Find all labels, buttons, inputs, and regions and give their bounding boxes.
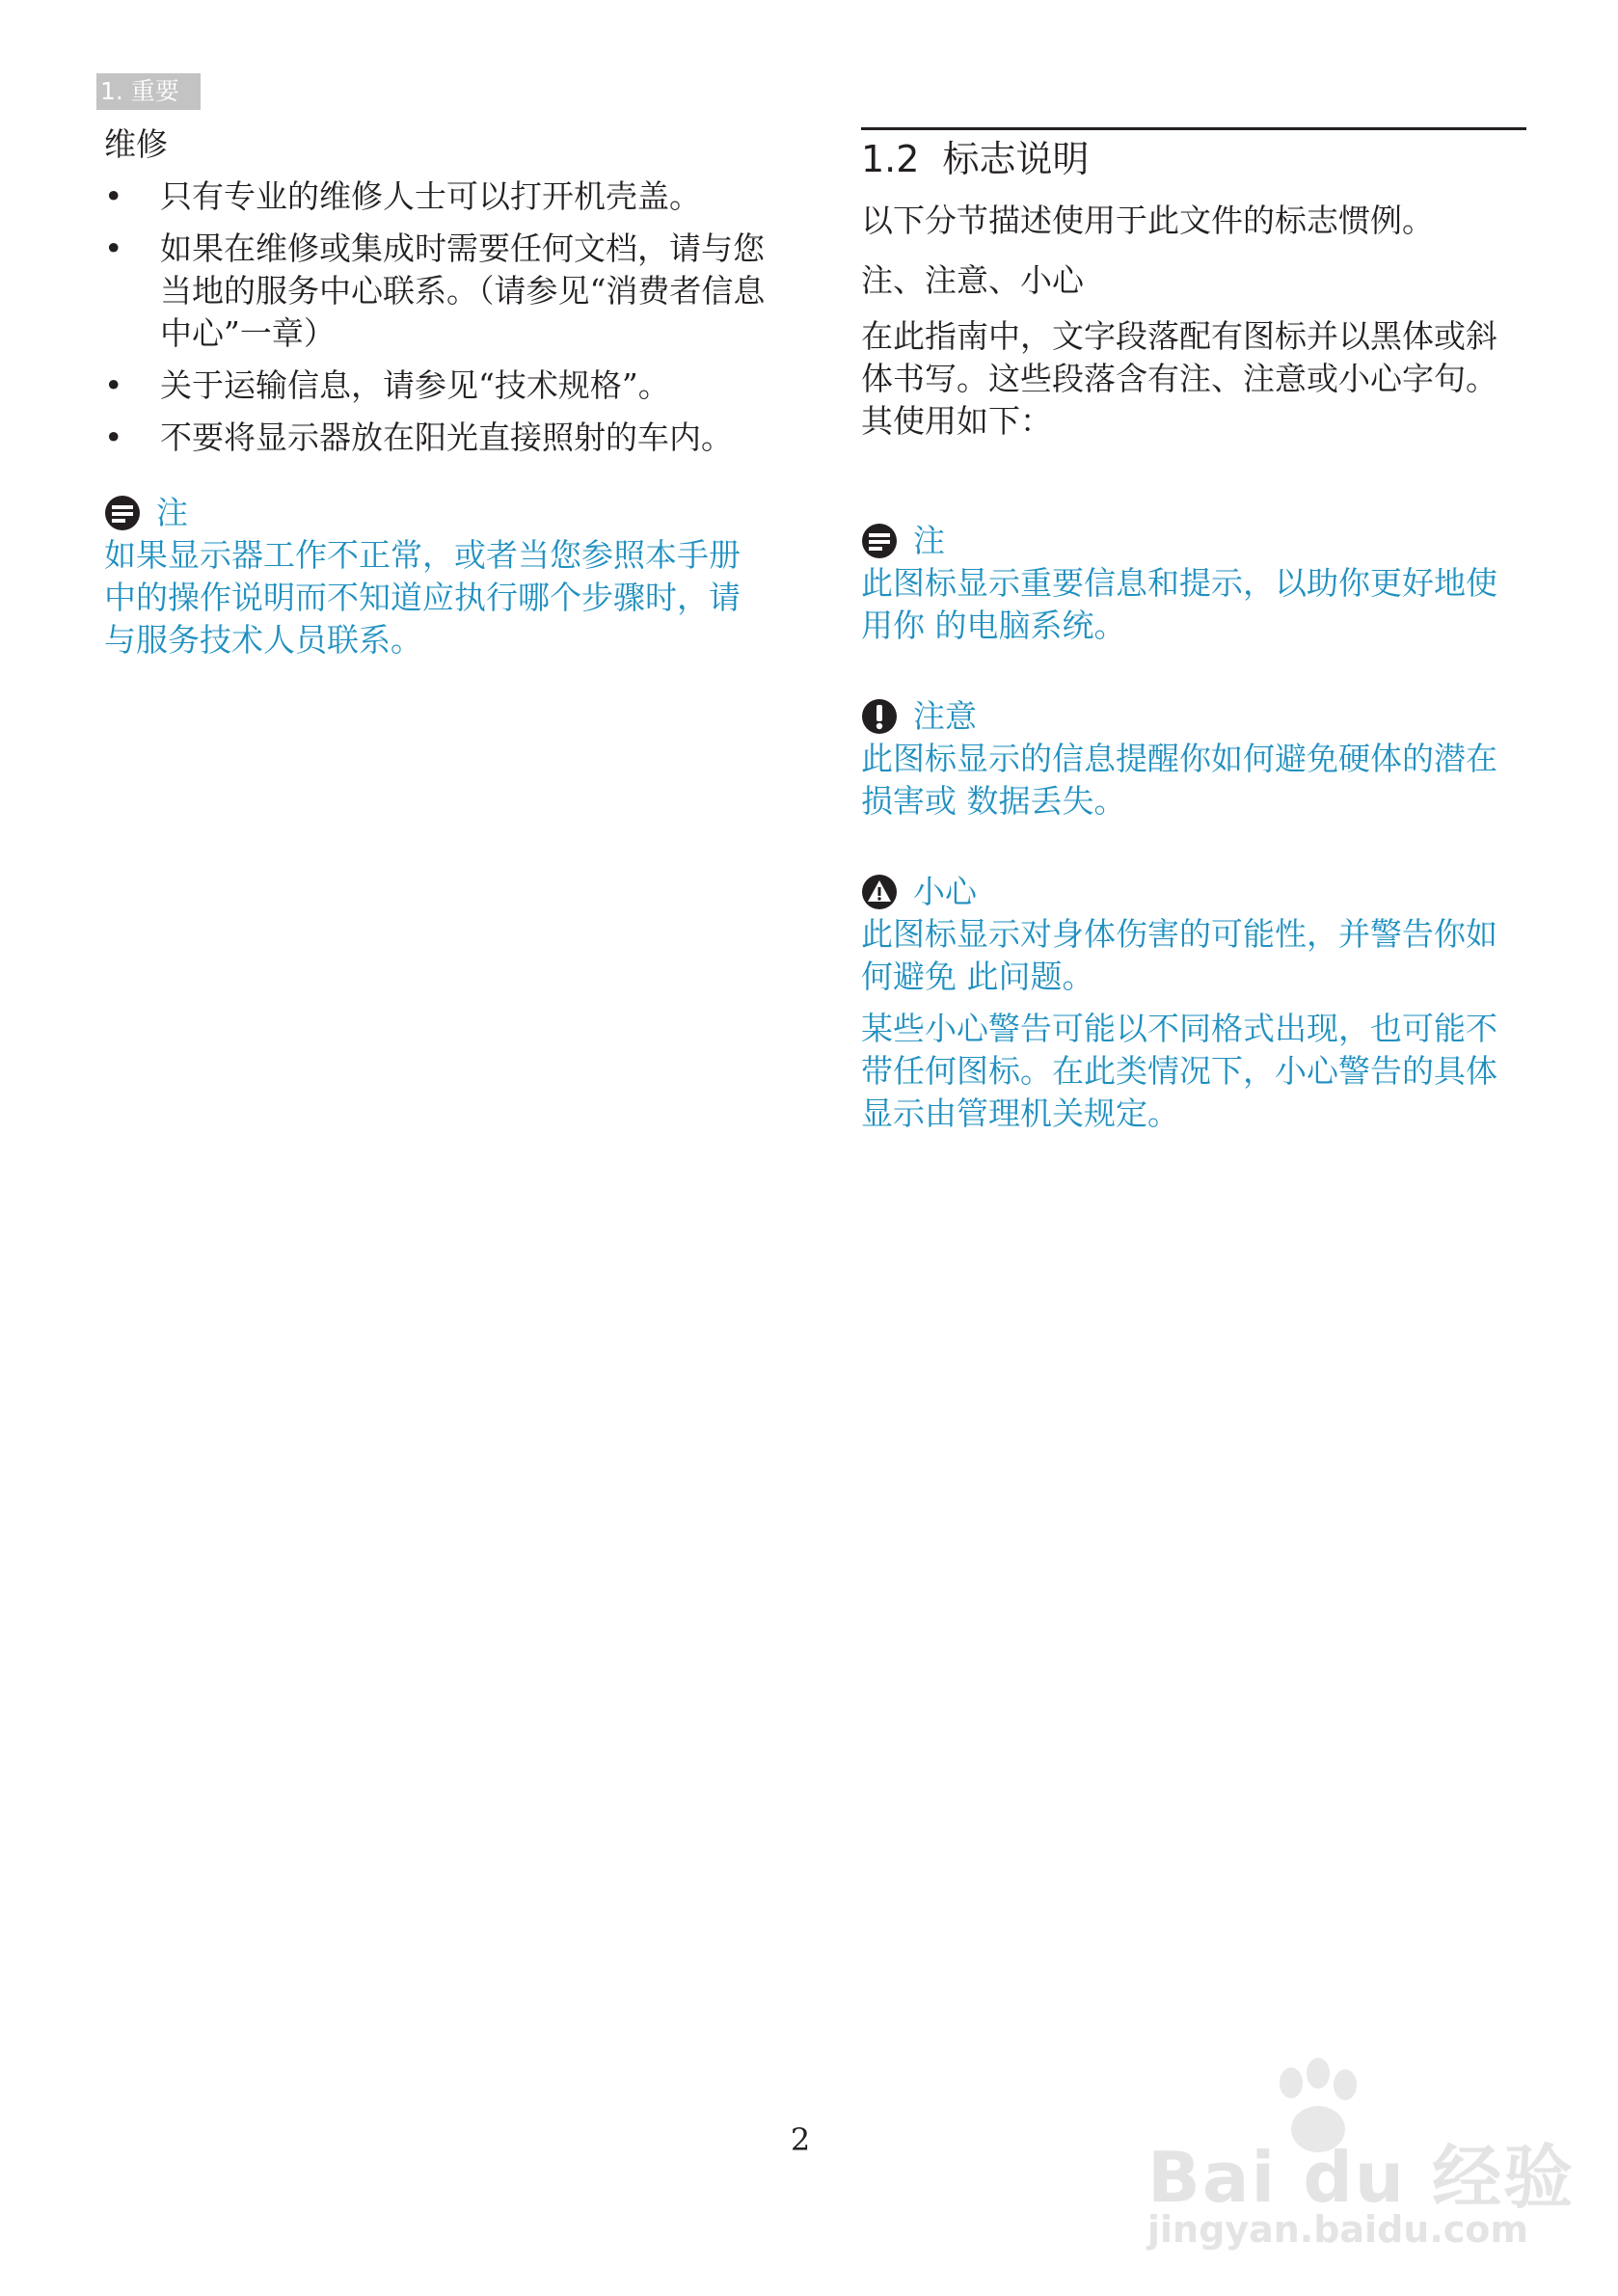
note-icon xyxy=(104,495,141,531)
exclamation-icon xyxy=(861,698,898,735)
note-label: 注 xyxy=(156,494,188,531)
intro-text: 以下分节描述使用于此文件的标志惯例。 xyxy=(861,202,1434,239)
section-title: 标志说明 xyxy=(942,138,1090,180)
left-column xyxy=(104,123,769,662)
maintenance-list xyxy=(104,176,769,459)
note-callout xyxy=(104,492,769,662)
list-item xyxy=(104,228,769,355)
bullet-dot: • xyxy=(104,230,123,267)
page-number: 2 xyxy=(790,2121,811,2158)
maintenance-heading: 维修 xyxy=(104,125,168,163)
list-item-text: 关于运输信息，请参见“技术规格”。 xyxy=(160,366,670,404)
description-text: 在此指南中，文字段落配有图标并以黑体或斜体书写。这些段落含有注、注意或小心字句。其使用如下： xyxy=(861,317,1497,440)
list-item xyxy=(104,417,769,459)
attention-label: 注意 xyxy=(913,697,977,735)
bullet-dot: • xyxy=(104,419,123,456)
conventions-subheading: 注、注意、小心 xyxy=(861,261,1084,299)
warning-icon xyxy=(861,874,898,910)
baidu-watermark xyxy=(1147,2054,1576,2266)
section-heading xyxy=(861,127,1526,186)
caution-label: 小心 xyxy=(913,873,977,910)
note-label: 注 xyxy=(913,522,945,559)
caution-text: 此图标显示对身体伤害的可能性，并警告你如何避免 此问题。 xyxy=(861,915,1497,995)
list-item-text: 只有专业的维修人士可以打开机壳盖。 xyxy=(160,177,701,215)
note-icon xyxy=(861,523,898,559)
watermark-brand: Bai du 经验 xyxy=(1147,2137,1576,2218)
list-item-text: 如果在维修或集成时需要任何文档，请与您当地的服务中心联系。（请参见“消费者信息中心”一章） xyxy=(160,230,766,352)
caution-text-2: 某些小心警告可能以不同格式出现，也可能不带任何图标。在此类情况下，小心警告的具体显示由管理机关规定。 xyxy=(861,1010,1497,1132)
section-number: 1.2 xyxy=(861,138,920,180)
watermark-url: jingyan.baidu.com xyxy=(1147,2208,1528,2251)
note-text: 如果显示器工作不正常，或者当您参照本手册中的操作说明而不知道应执行哪个步骤时，请与服务技术人员联系。 xyxy=(104,536,741,659)
attention-text: 此图标显示的信息提醒你如何避免硬体的潜在损害或 数据丢失。 xyxy=(861,740,1497,820)
caution-callout xyxy=(861,871,1526,1135)
right-column xyxy=(861,127,1526,1135)
attention-callout xyxy=(861,695,1526,823)
note-callout xyxy=(861,520,1526,647)
list-item xyxy=(104,365,769,407)
list-item xyxy=(104,176,769,218)
bullet-dot: • xyxy=(104,177,123,215)
bullet-dot: • xyxy=(104,366,123,404)
list-item-text: 不要将显示器放在阳光直接照射的车内。 xyxy=(160,419,733,456)
section-tab: 1. 重要 xyxy=(96,73,201,110)
note-text: 此图标显示重要信息和提示，以助你更好地使用你 的电脑系统。 xyxy=(861,564,1497,644)
